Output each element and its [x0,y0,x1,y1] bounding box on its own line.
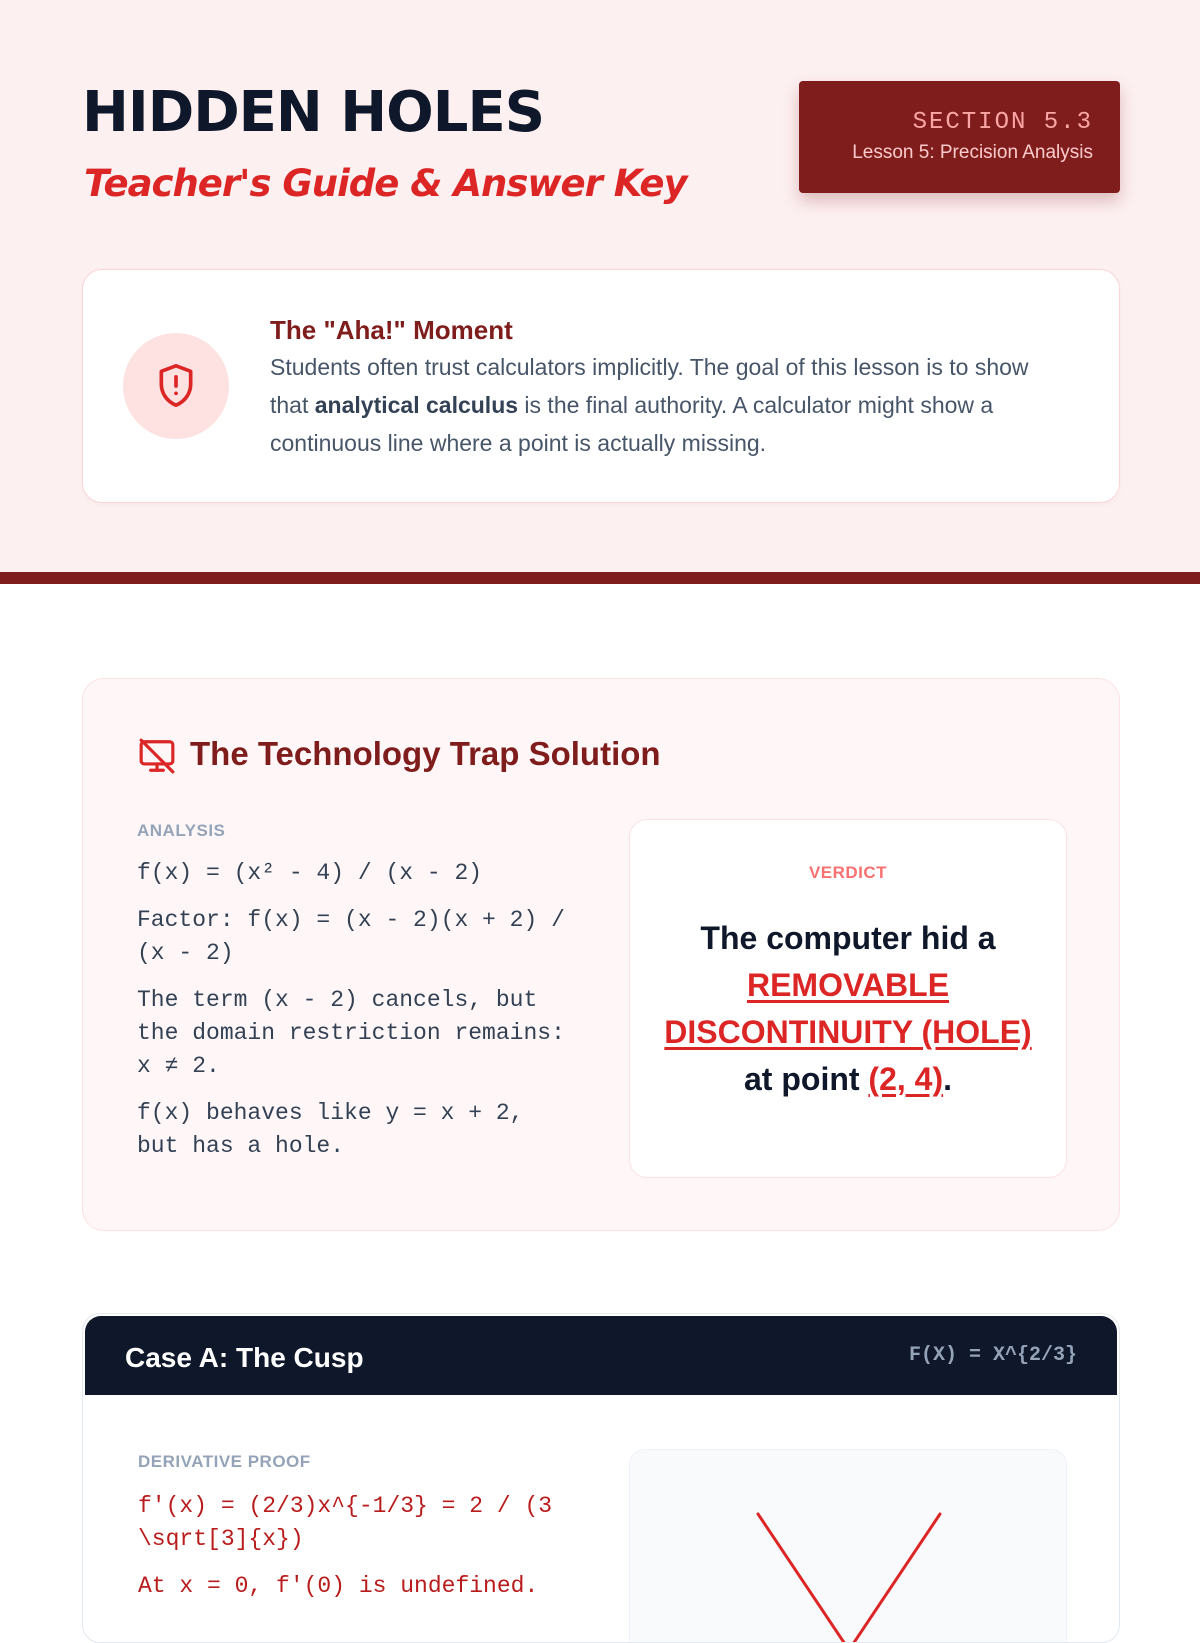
analysis-step: f(x) = (x² - 4) / (x - 2) [137,860,483,886]
verdict-text-part: at point [744,1061,869,1097]
analysis-step: f(x) behaves like y = x + 2, but has a hole. [137,1100,524,1159]
verdict-card [629,819,1067,1178]
verdict-label: VERDICT [808,863,888,882]
lesson-label: Lesson 5: Precision Analysis [852,142,1093,163]
technology-trap-card [82,678,1120,1231]
derivative-proof-label: DERIVATIVE PROOF [138,1452,311,1471]
case-a-title: Case A: The Cusp [125,1342,364,1373]
section-number: SECTION 5.3 [912,109,1093,136]
aha-body [270,348,1060,462]
derivative-proof-steps [138,1490,598,1617]
shield-alert-icon [154,362,198,410]
cusp-curve [630,1450,1068,1643]
aha-moment-card [82,269,1120,503]
aha-heading: The "Aha!" Moment [270,315,513,345]
aha-body-text: Students often trust calculators implicitly. The goal of this lesson is to show that [270,354,1029,418]
verdict-highlight-discontinuity: REMOVABLE DISCONTINUITY (HOLE) [664,967,1032,1050]
case-a-card [82,1313,1120,1643]
proof-step: f'(x) = (2/3)x^{-1/3} = 2 / (3 \sqrt[3]{x}) [138,1493,553,1552]
aha-icon-circle [123,333,229,439]
aha-body-emphasis: analytical calculus [314,392,519,418]
analysis-steps [137,857,577,1177]
aha-body-text-end: is the final authority. A calculator might show a continuous line where a point is actually missing. [270,392,994,456]
proof-step: At x = 0, f'(0) is undefined. [138,1573,539,1599]
trap-title: The Technology Trap Solution [190,735,661,772]
analysis-step: Factor: f(x) = (x - 2)(x + 2) / (x - 2) [137,907,565,966]
page-title: HIDDEN HOLES [82,80,545,145]
verdict-text [658,915,1038,1103]
monitor-off-icon [137,737,177,775]
case-a-formula: F(X) = X^{2/3} [908,1344,1077,1367]
hero-section [0,0,1200,584]
analysis-step: The term (x - 2) cancels, but the domain restriction remains: x ≠ 2. [137,987,565,1079]
verdict-text-part: . [943,1061,952,1097]
case-a-header [85,1316,1117,1395]
page-subtitle: Teacher's Guide & Answer Key [84,162,687,205]
verdict-highlight-point: (2, 4) [868,1061,944,1097]
verdict-text-part: The computer hid a [700,920,996,956]
section-badge [799,81,1120,193]
analysis-label: ANALYSIS [137,821,226,840]
cusp-graph [629,1449,1067,1643]
